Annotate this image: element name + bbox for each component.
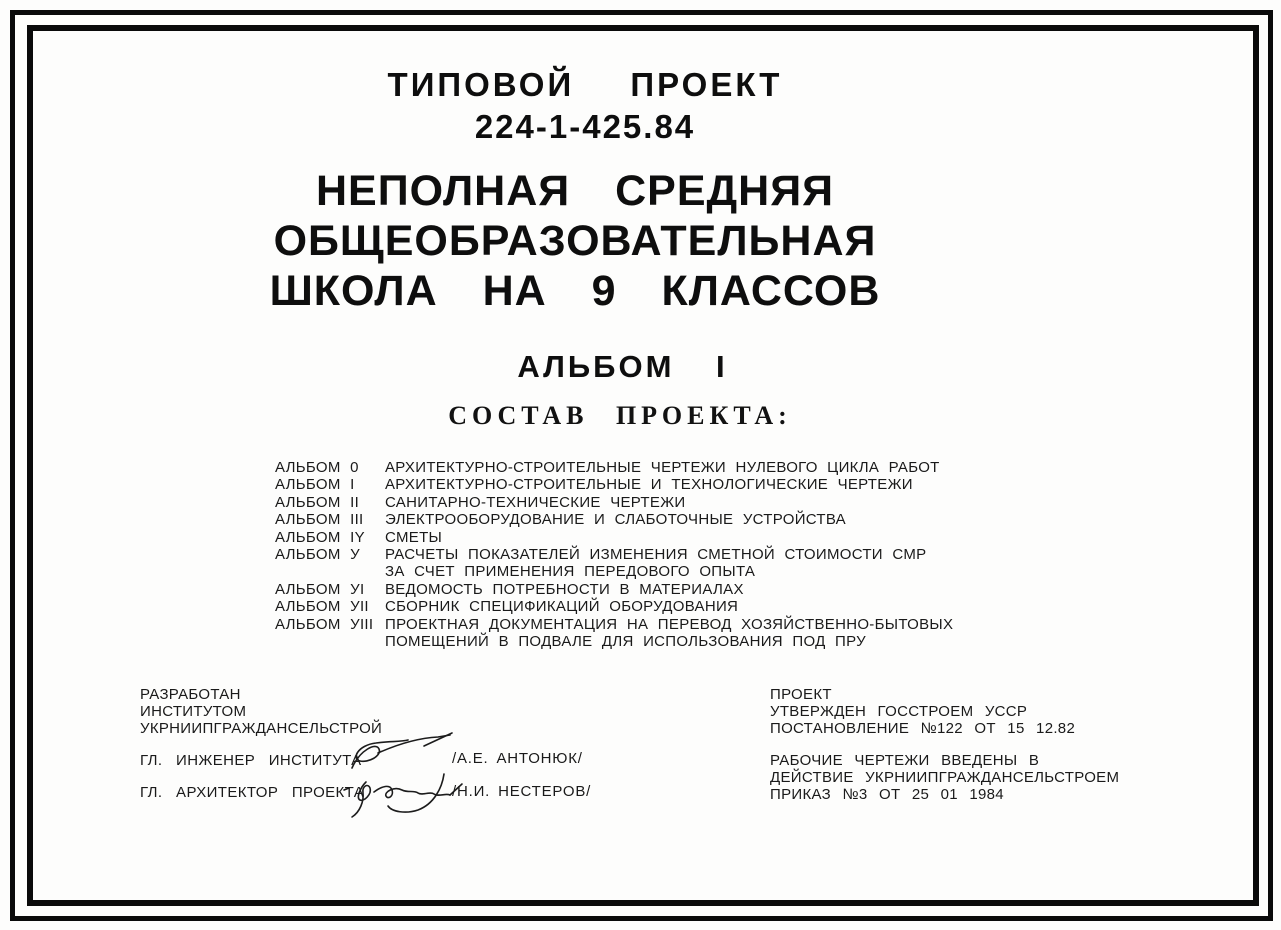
chief-architect-name: /Н.И. НЕСТЕРОВ/: [452, 783, 592, 800]
enactment-line-1: РАБОЧИЕ ЧЕРТЕЖИ ВВЕДЕНЫ В: [770, 752, 1040, 769]
album-list-item: [275, 511, 953, 528]
album-label: АЛЬБОМ IY: [275, 528, 365, 546]
album-description: [385, 616, 953, 651]
album-list-item: [275, 598, 953, 615]
album-label: АЛЬБОМ У: [275, 546, 360, 564]
album-description: СБОРНИК СПЕЦИФИКАЦИЙ ОБОРУДОВАНИЯ: [385, 598, 739, 616]
project-title: [0, 166, 1150, 316]
album-list: [275, 459, 953, 650]
album-description: САНИТАРНО-ТЕХНИЧЕСКИЕ ЧЕРТЕЖИ: [385, 493, 686, 511]
album-label: АЛЬБОМ УIII: [275, 615, 374, 633]
album-description: АРХИТЕКТУРНО-СТРОИТЕЛЬНЫЕ И ТЕХНОЛОГИЧЕСКИЕ ЧЕРТЕЖИ: [385, 476, 913, 494]
album-label: АЛЬБОМ I: [275, 476, 355, 494]
album-label: АЛЬБОМ УI: [275, 580, 365, 598]
album-list-item: [275, 581, 953, 598]
chief-engineer-name: /А.Е. АНТОНЮК/: [452, 750, 583, 767]
album-description: АРХИТЕКТУРНО-СТРОИТЕЛЬНЫЕ ЧЕРТЕЖИ НУЛЕВОГО ЦИКЛА РАБОТ: [385, 459, 940, 476]
composition-heading: СОСТАВ ПРОЕКТА:: [448, 401, 792, 430]
approval-line-2: УТВЕРЖДЕН ГОССТРОЕМ УССР: [770, 703, 1028, 721]
album-list-item: [275, 546, 953, 581]
album-label: АЛЬБОМ III: [275, 511, 364, 529]
project-number: 224-1-425.84: [474, 108, 696, 145]
project-title-line-3: ШКОЛА НА 9 КЛАССОВ: [269, 267, 881, 315]
developed-line-3: УКРНИИПГРАЖДАНСЕЛЬСТРОЙ: [140, 720, 383, 738]
album-list-item: [275, 529, 953, 546]
album-list-item: [275, 476, 953, 493]
document-type-heading: ТИПОВОЙ ПРОЕКТ: [387, 66, 783, 103]
album-description-line-2: ПОМЕЩЕНИЙ В ПОДВАЛЕ ДЛЯ ИСПОЛЬЗОВАНИЯ ПОД ПРУ: [385, 633, 866, 651]
enactment-block: [770, 752, 1119, 804]
album-description: [385, 546, 926, 581]
enactment-line-3: ПРИКАЗ №3 ОТ 25 01 1984: [770, 786, 1004, 804]
project-title-line-1: НЕПОЛНАЯ СРЕДНЯЯ: [315, 167, 835, 215]
chief-engineer-role: ГЛ. ИНЖЕНЕР ИНСТИТУТА: [140, 752, 362, 769]
approval-line-1: ПРОЕКТ: [770, 686, 832, 703]
project-title-line-2: ОБЩЕОБРАЗОВАТЕЛЬНАЯ: [273, 217, 877, 265]
album-heading: АЛЬБОМ I: [517, 349, 728, 384]
album-description-line-1: ПРОЕКТНАЯ ДОКУМЕНТАЦИЯ НА ПЕРЕВОД ХОЗЯЙСТВЕННО-БЫТОВЫХ: [385, 615, 954, 633]
album-description: СМЕТЫ: [385, 528, 443, 546]
approval-line-3: ПОСТАНОВЛЕНИЕ №122 ОТ 15 12.82: [770, 720, 1076, 738]
album-description-line-1: РАСЧЕТЫ ПОКАЗАТЕЛЕЙ ИЗМЕНЕНИЯ СМЕТНОЙ СТОИМОСТИ СМР: [385, 546, 927, 564]
approval-block: [770, 686, 1075, 738]
album-label: АЛЬБОМ 0: [275, 459, 359, 476]
chief-architect-role: ГЛ. АРХИТЕКТОР ПРОЕКТА: [140, 784, 365, 801]
album-label: АЛЬБОМ II: [275, 493, 360, 511]
album-list-item: [275, 616, 953, 651]
album-label: АЛЬБОМ УII: [275, 598, 369, 616]
album-list-item: [275, 459, 953, 476]
album-description: ВЕДОМОСТЬ ПОТРЕБНОСТИ В МАТЕРИАЛАХ: [385, 580, 744, 598]
album-description-line-2: ЗА СЧЕТ ПРИМЕНЕНИЯ ПЕРЕДОВОГО ОПЫТА: [385, 563, 756, 581]
developed-line-2: ИНСТИТУТОМ: [140, 703, 247, 721]
album-list-item: [275, 494, 953, 511]
enactment-line-2: ДЕЙСТВИЕ УКРНИИПГРАЖДАНСЕЛЬСТРОЕМ: [770, 769, 1120, 787]
album-description: ЭЛЕКТРООБОРУДОВАНИЕ И СЛАБОТОЧНЫЕ УСТРОЙСТВА: [385, 511, 846, 529]
developed-line-1: РАЗРАБОТАН: [140, 686, 241, 703]
